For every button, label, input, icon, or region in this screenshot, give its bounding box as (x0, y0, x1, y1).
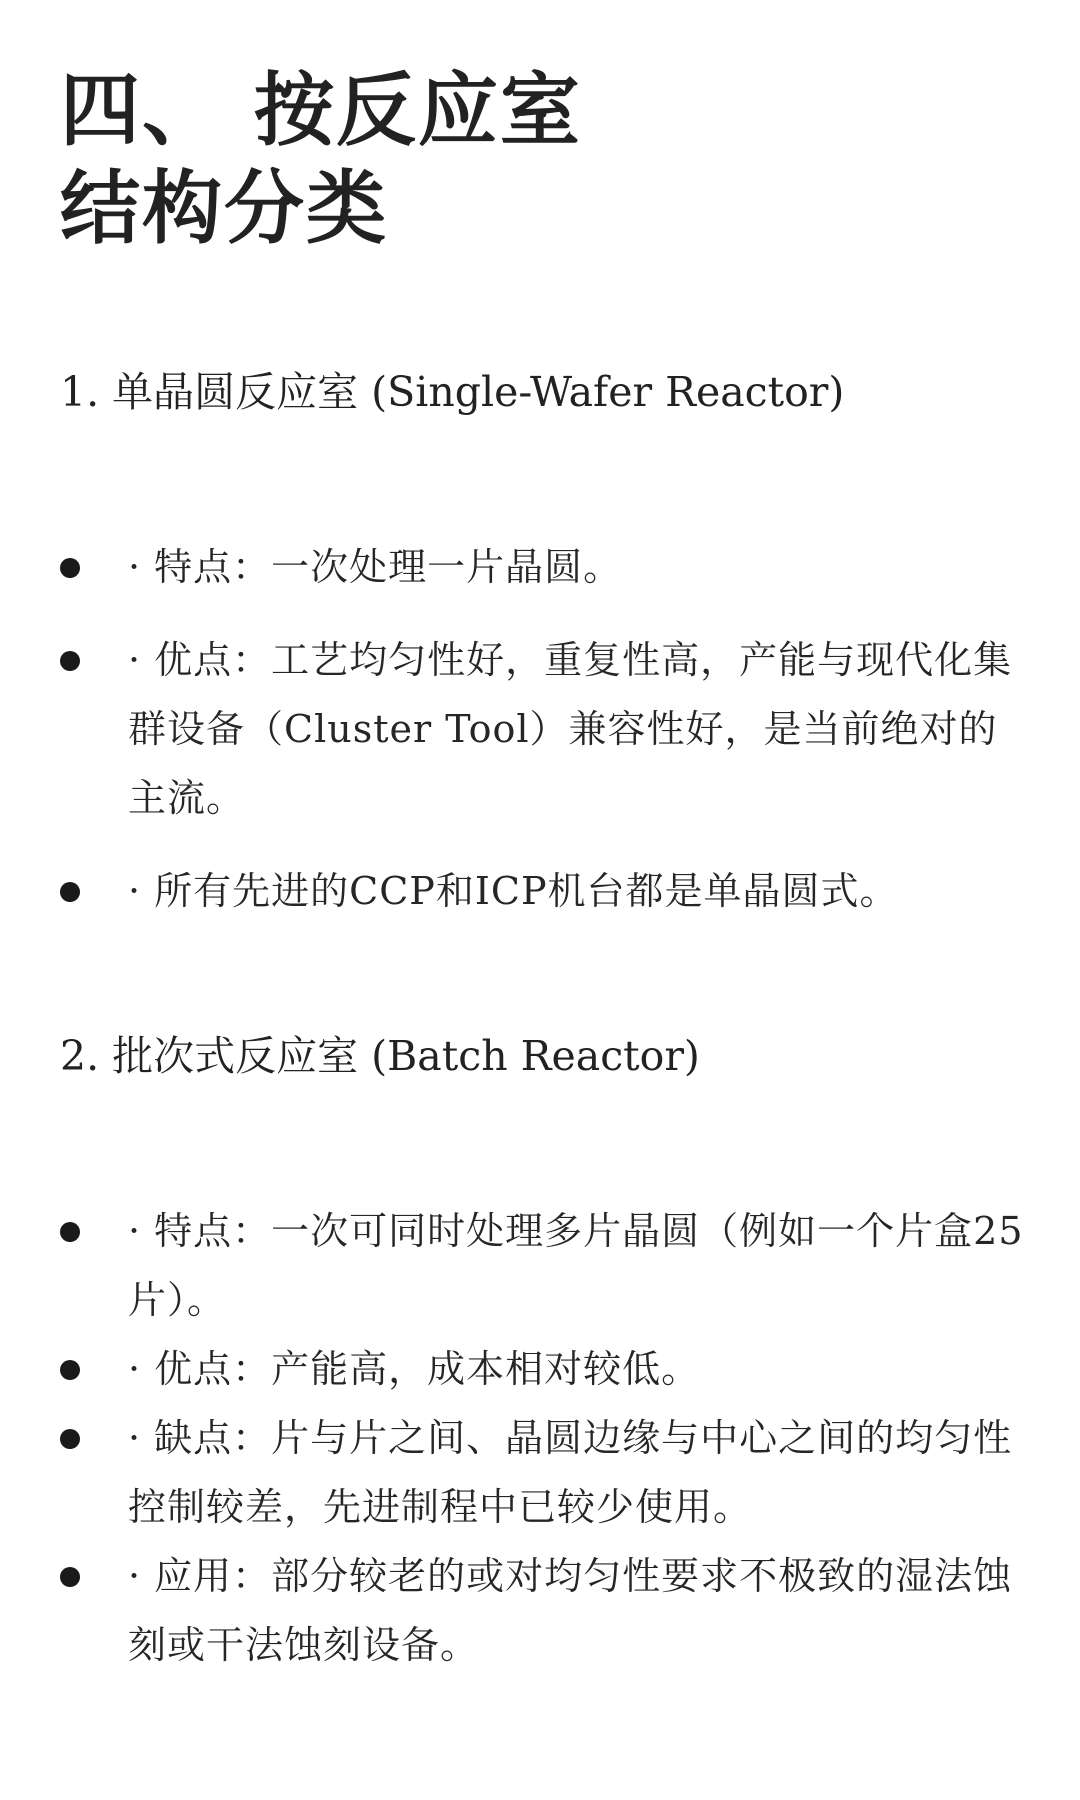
list-item-text: · 优点：产能高，成本相对较低。 (128, 1347, 701, 1391)
list-item-text: · 缺点：片与片之间、晶圆边缘与中心之间的均匀性控制较差，先进制程中已较少使用。 (128, 1416, 1013, 1529)
list-item-text: · 特点：一次处理一片晶圆。 (128, 545, 623, 589)
bullet-dot-icon (60, 1360, 80, 1380)
list-item (0, 626, 1028, 833)
list-item (0, 1197, 1028, 1335)
page-title-line-2: 结构分类 (60, 162, 388, 255)
bullet-dot-icon (60, 1567, 80, 1587)
list-item-text: · 所有先进的CCP和ICP机台都是单晶圆式。 (128, 869, 899, 913)
list-item-text: · 特点：一次可同时处理多片晶圆（例如一个片盒25片）。 (128, 1209, 1024, 1322)
bullet-list-batch (0, 1197, 1080, 1680)
bullet-dot-icon (60, 1429, 80, 1449)
list-item (0, 1542, 1028, 1680)
section-heading-single-wafer: 1. 单晶圆反应室 (Single-Wafer Reactor) (60, 368, 845, 416)
bullet-dot-icon (60, 651, 80, 671)
list-item-text: · 应用：部分较老的或对均匀性要求不极致的湿法蚀刻或干法蚀刻设备。 (128, 1554, 1013, 1667)
list-item (0, 533, 1028, 602)
bullet-dot-icon (60, 882, 80, 902)
list-item (0, 857, 1028, 926)
list-item (0, 1335, 1028, 1404)
list-item-text: · 优点：工艺均匀性好，重复性高，产能与现代化集群设备（Cluster Tool）兼容性好，是当前绝对的主流。 (128, 638, 1013, 820)
list-item (0, 1404, 1028, 1542)
bullet-dot-icon (60, 558, 80, 578)
bullet-dot-icon (60, 1222, 80, 1242)
section-heading-batch: 2. 批次式反应室 (Batch Reactor) (60, 1032, 700, 1080)
page-title-line-1: 四、 按反应室 (60, 64, 582, 157)
bullet-list-single-wafer (0, 533, 1080, 950)
page-title (60, 62, 582, 258)
